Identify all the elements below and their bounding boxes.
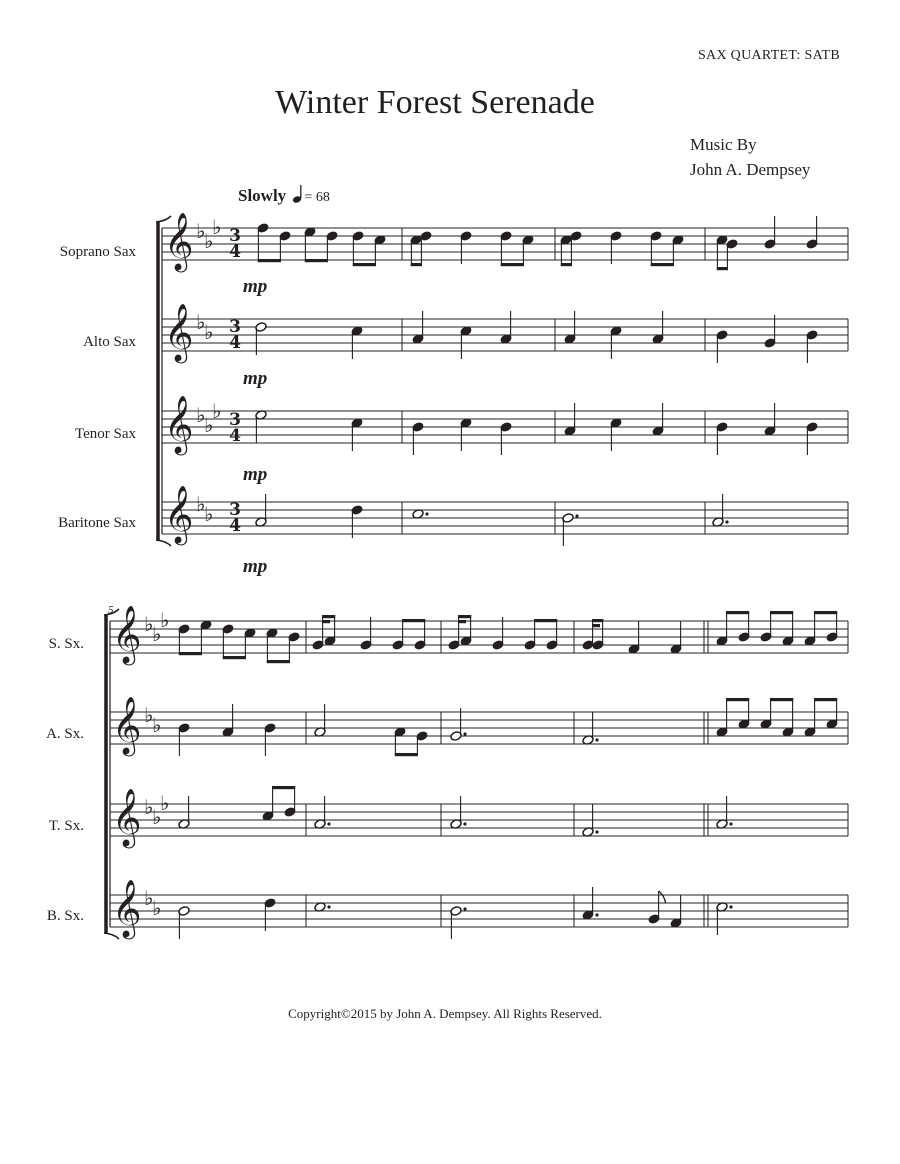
augmentation-dot xyxy=(327,905,330,908)
beam xyxy=(814,698,837,701)
augmentation-dot xyxy=(595,913,598,916)
instrument-label-tenor: Tenor Sax xyxy=(74,426,136,442)
treble-clef-icon: 𝄞 xyxy=(164,395,194,453)
system-2-bracket-end xyxy=(104,609,119,615)
beam xyxy=(726,698,749,701)
flat-icon: ♭ xyxy=(152,622,162,646)
flat-icon: ♭ xyxy=(204,502,214,526)
flat-icon: ♭ xyxy=(196,219,206,243)
credit-label: Music By xyxy=(690,135,757,154)
beam xyxy=(770,611,793,614)
instrument-label-alto: Alto Sax xyxy=(83,334,136,350)
flat-icon: ♭ xyxy=(152,805,162,829)
ensemble-label: SAX QUARTET: SATB xyxy=(697,48,840,63)
instrument-label-baritone: Baritone Sax xyxy=(58,515,136,531)
beam xyxy=(402,619,425,622)
beam xyxy=(501,263,524,266)
beam xyxy=(534,619,557,622)
augmentation-dot xyxy=(595,738,598,741)
flat-icon: ♭ xyxy=(204,413,214,437)
instrument-label-baritone-short: B. Sx. xyxy=(46,908,84,924)
treble-clef-icon: 𝄞 xyxy=(164,212,194,270)
flat-icon: ♭ xyxy=(196,492,206,516)
dynamic-baritone: mp xyxy=(243,556,268,577)
treble-clef-icon: 𝄞 xyxy=(112,605,142,663)
augmentation-dot xyxy=(729,822,732,825)
beam xyxy=(267,660,290,663)
dynamic-tenor: mp xyxy=(243,464,268,485)
augmentation-dot xyxy=(725,520,728,523)
augmentation-dot xyxy=(463,822,466,825)
flat-icon: ♭ xyxy=(160,791,170,815)
augmentation-dot xyxy=(595,830,598,833)
flat-icon: ♭ xyxy=(212,215,222,239)
beam xyxy=(305,259,328,262)
treble-clef-icon: 𝄞 xyxy=(112,879,142,937)
beam xyxy=(561,263,572,266)
tempo-bpm: = 68 xyxy=(304,190,330,205)
flat-icon: ♭ xyxy=(144,612,154,636)
beam xyxy=(458,620,466,623)
augmentation-dot xyxy=(327,822,330,825)
dynamic-alto: mp xyxy=(243,368,268,389)
beam xyxy=(717,267,728,270)
beam xyxy=(223,656,246,659)
flat-icon: ♭ xyxy=(196,403,206,427)
augmentation-dot xyxy=(729,905,732,908)
flat-icon: ♭ xyxy=(144,886,154,910)
beam xyxy=(592,619,603,622)
flat-icon: ♭ xyxy=(144,795,154,819)
flat-icon: ♭ xyxy=(204,320,214,344)
treble-clef-icon: 𝄞 xyxy=(112,696,142,754)
flat-icon: ♭ xyxy=(144,703,154,727)
beam xyxy=(322,615,335,618)
beam xyxy=(592,624,600,627)
dynamic-soprano: mp xyxy=(243,276,268,297)
beam xyxy=(353,263,376,266)
system-1-bracket-end xyxy=(156,540,171,546)
treble-clef-icon: 𝄞 xyxy=(164,485,194,543)
instrument-label-alto-short: A. Sx. xyxy=(46,726,84,742)
augmentation-dot xyxy=(463,907,466,910)
beam xyxy=(770,698,793,701)
instrument-label-soprano-short: S. Sx. xyxy=(48,636,84,652)
augmentation-dot xyxy=(463,732,466,735)
flat-icon: ♭ xyxy=(196,310,206,334)
instrument-label-tenor-short: T. Sx. xyxy=(48,818,84,834)
beam xyxy=(272,786,295,789)
beam xyxy=(179,652,202,655)
time-signature: 3 4 xyxy=(229,317,241,353)
beam xyxy=(322,620,330,623)
beam xyxy=(726,611,749,614)
measure-number: 5 xyxy=(108,604,114,616)
beam xyxy=(458,615,471,618)
flag xyxy=(659,891,666,903)
composer-name: John A. Dempsey xyxy=(690,160,811,179)
beam xyxy=(651,263,674,266)
time-signature: 3 4 xyxy=(229,410,241,446)
flat-icon: ♭ xyxy=(152,713,162,737)
beam xyxy=(395,753,418,756)
score-title: Winter Forest Serenade xyxy=(275,84,595,121)
treble-clef-icon: 𝄞 xyxy=(164,303,194,361)
instrument-label-soprano: Soprano Sax xyxy=(59,244,136,260)
flat-icon: ♭ xyxy=(204,229,214,253)
beam xyxy=(411,263,422,266)
system-1-bracket-end xyxy=(156,216,171,222)
tempo-label: Slowly xyxy=(238,186,287,205)
time-signature: 3 4 xyxy=(229,226,241,262)
beam xyxy=(814,611,837,614)
flat-icon: ♭ xyxy=(212,399,222,423)
copyright-notice: Copyright©2015 by John A. Dempsey. All Rights Reserved. xyxy=(288,1006,602,1021)
augmentation-dot xyxy=(425,512,428,515)
flat-icon: ♭ xyxy=(152,896,162,920)
beam xyxy=(258,259,281,262)
treble-clef-icon: 𝄞 xyxy=(112,788,142,846)
flat-icon: ♭ xyxy=(160,608,170,632)
system-2-bracket-end xyxy=(104,933,119,939)
augmentation-dot xyxy=(575,514,578,517)
time-signature: 3 4 xyxy=(229,500,241,536)
